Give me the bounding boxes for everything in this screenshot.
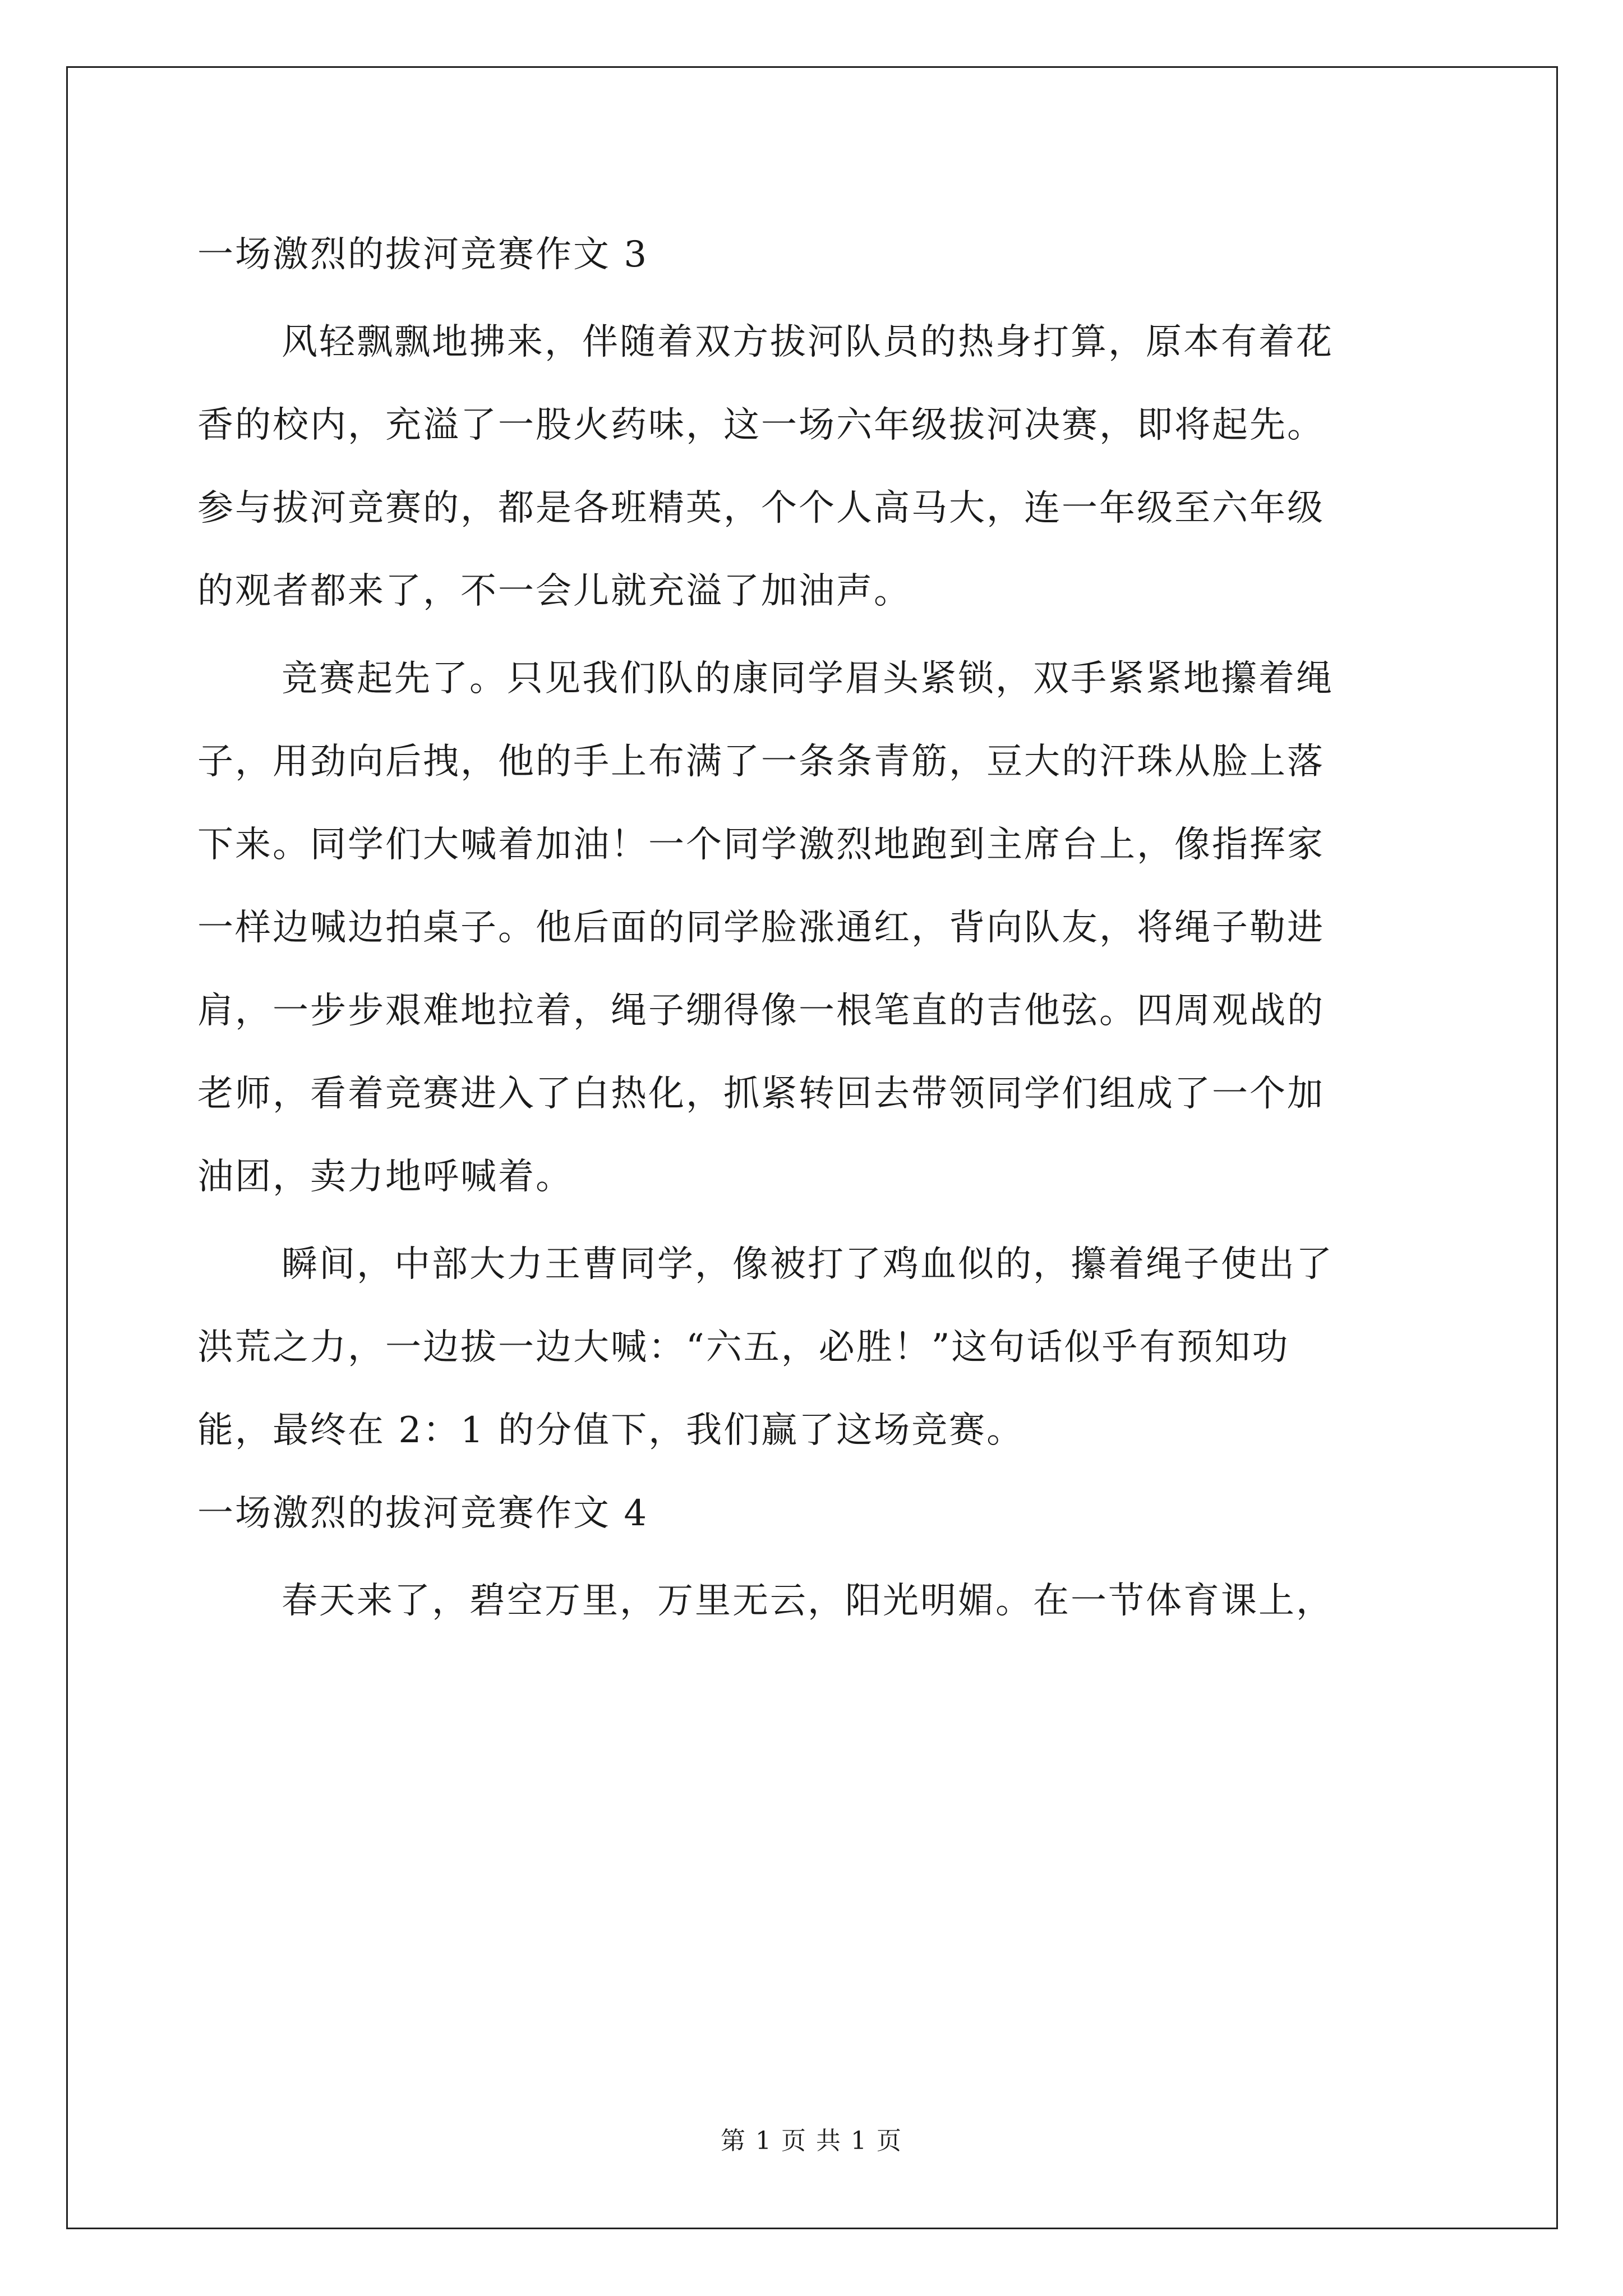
text-line: 油团，卖力地呼喊着。 [197, 1156, 573, 1198]
text-line: 香的校内，充溢了一股火药味，这一场六年级拔河决赛，即将起先。 [197, 404, 1325, 446]
text-line: 参与拔河竞赛的，都是各班精英，个个人高马大，连一年级至六年级 [197, 487, 1325, 529]
text-line: 瞬间，中部大力王曹同学，像被打了鸡血似的，攥着绳子使出了 [282, 1244, 1334, 1285]
text-line: 的观者都来了，不一会儿就充溢了加油声。 [197, 570, 911, 612]
text-line: 老师，看着竞赛进入了白热化，抓紧转回去带领同学们组成了一个加 [197, 1073, 1325, 1115]
text-line: 子，用劲向后拽，他的手上布满了一条条青筋，豆大的汗珠从脸上落 [197, 741, 1325, 783]
text-line: 风轻飘飘地拂来，伴随着双方拔河队员的热身打算，原本有着花 [282, 321, 1334, 363]
paragraph [197, 1559, 1431, 1642]
text-line: 下来。同学们大喊着加油！一个同学激烈地跑到主席台上，像指挥家 [197, 824, 1325, 866]
text-line: 一样边喊边拍桌子。他后面的同学脸涨通红，背向队友，将绳子勒进 [197, 907, 1325, 949]
text-line: 肩，一步步艰难地拉着，绳子绷得像一根笔直的吉他弦。四周观战的 [197, 990, 1325, 1032]
paragraph [197, 301, 1431, 633]
section-heading: 一场激烈的拔河竞赛作文 3 [197, 234, 649, 275]
text-line: 洪荒之力，一边拔一边大喊：“六五，必胜！”这句话似乎有预知功 [197, 1327, 1290, 1368]
paragraph [197, 637, 1431, 1218]
text-line: 竞赛起先了。只见我们队的康同学眉头紧锁，双手紧紧地攥着绳 [282, 658, 1334, 700]
document-body [197, 213, 1431, 1642]
section-heading: 一场激烈的拔河竞赛作文 4 [197, 1493, 649, 1534]
paragraph [197, 1223, 1431, 1472]
text-line: 能，最终在 2：1 的分值下，我们赢了这场竞赛。 [197, 1410, 1025, 1451]
text-line: 春天来了，碧空万里，万里无云，阳光明媚。在一节体育课上， [282, 1580, 1334, 1622]
page-footer: 第 1 页 共 1 页 [721, 2127, 902, 2155]
